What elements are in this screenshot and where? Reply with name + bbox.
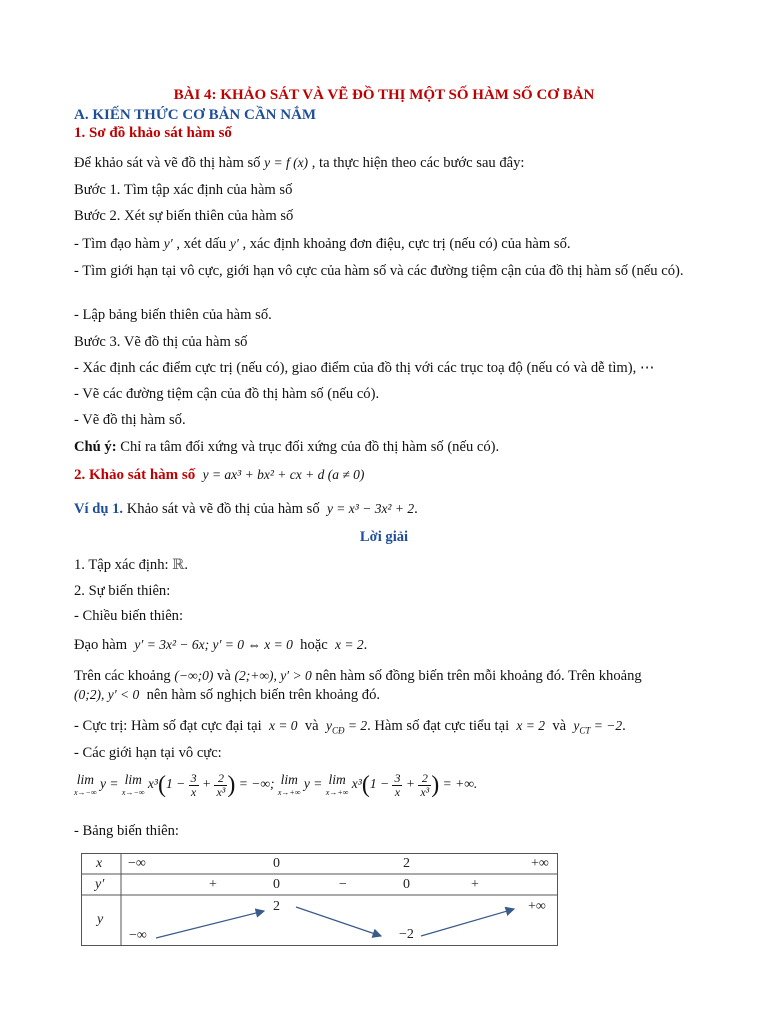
intro-line: [74, 154, 525, 172]
ext-math-3: x = 2: [516, 718, 546, 733]
sign-plus-1: +: [209, 877, 217, 892]
ext-end: .: [622, 718, 626, 734]
example-math: y = x³ − 3x² + 2: [326, 501, 415, 516]
sign-zero-2: 0: [403, 877, 410, 892]
domain-line: [74, 556, 188, 574]
frac-3-x-2: $\frac{3}{x}$: [394, 770, 401, 799]
limits-formula: lim x→−∞ y = lim x→−∞ x³(1 − $\frac{3}{x}$ + $\frac{2}{\text{x³}}$ ) = −∞; lim x→+∞ y = lim x→+∞ x³(1 − $\frac{3}{x}$ + $\frac{2}{\text{x³}}$ ) = +∞.: [74, 770, 478, 799]
frac-2-x3-1: $\frac{2}{\text{x³}}$: [216, 770, 226, 799]
solution-heading: Lời giải: [359, 529, 409, 545]
variation-table-grid: [81, 853, 558, 946]
lim-y-1: y =: [100, 776, 119, 792]
deriv-result-end: .: [363, 637, 368, 653]
example-label: Ví dụ 1.: [74, 501, 124, 517]
domain-end: .: [184, 557, 189, 573]
y-value-max: 2: [273, 899, 280, 914]
note-label: Chú ý:: [74, 439, 117, 455]
lim-1: lim x→−∞: [74, 772, 97, 797]
example-end: .: [414, 501, 418, 517]
subsection-1-heading: 1. Sơ đồ khảo sát hàm số: [74, 125, 232, 141]
intro-text-end: , ta thực hiện theo các bước sau đây:: [311, 155, 525, 171]
x-value-0: 0: [273, 856, 280, 871]
inc-text-2: và: [217, 668, 231, 684]
step-2: Bước 2. Xét sự biến thiên của hàm số: [74, 208, 294, 224]
limits-heading: - Các giới hạn tại vô cực:: [74, 745, 222, 761]
deriv-result-math: y′ = 3x² − 6x; y′ = 0 ⇔ x = 0: [134, 637, 293, 652]
y-value-min: −2: [399, 927, 414, 942]
direction-line: - Chiều biến thiên:: [74, 608, 184, 624]
lim-x3-1: x³: [147, 776, 158, 792]
subsection-2-text: 2. Khảo sát hàm số: [74, 467, 196, 483]
y-value-pos-inf: +∞: [528, 899, 546, 914]
inc-math-1: (−∞;0): [174, 668, 214, 683]
ext-math-2: $y_{CĐ} = 2$: [325, 718, 368, 736]
arrow-up-2: [421, 909, 514, 936]
row-label-yprime: y′: [95, 877, 105, 892]
deriv-math-2: y′: [229, 236, 239, 251]
inc-text-3: nên hàm số đồng biến trên mỗi khoảng đó. Trên khoảng: [315, 668, 642, 684]
row-label-x: x: [96, 856, 103, 871]
lim-3: lim x→+∞: [277, 772, 301, 797]
sign-zero-1: 0: [273, 877, 280, 892]
ext-text-1: - Cực trị: Hàm số đạt cực đại tại: [74, 718, 262, 734]
deriv-result-math-2: x = 2: [335, 637, 364, 652]
x-value-pos-inf: +∞: [531, 856, 549, 871]
derivative-line: [74, 235, 571, 253]
y-value-neg-inf: −∞: [129, 928, 147, 943]
deriv-text: - Tìm đạo hàm: [74, 236, 161, 252]
x-value-neg-inf: −∞: [128, 856, 146, 871]
row-label-y: y: [97, 912, 104, 927]
variation-table-heading: - Bảng biến thiên:: [74, 823, 179, 839]
ext-text-4: và: [552, 718, 567, 734]
table-instruction: - Lập bảng biến thiên của hàm số.: [74, 307, 272, 323]
sign-minus: −: [339, 877, 347, 892]
intro-text: Để khảo sát và vẽ đồ thị hàm số: [74, 155, 261, 171]
subsection-2-math: y = ax³ + bx² + cx + d (a ≠ 0): [202, 467, 365, 482]
ext-math-4: $y_{CT} = -2$: [573, 718, 623, 736]
note-line: [74, 438, 499, 456]
variation-table: [81, 853, 558, 946]
extrema-result-line: [74, 717, 626, 737]
note-text: Chỉ ra tâm đối xứng và trục đối xứng của đồ thị hàm số (nếu có).: [116, 439, 500, 455]
deriv-text-mid: , xét dấu: [176, 236, 227, 252]
section-a-heading: A. KIẾN THỨC CƠ BẢN CẦN NẮM: [74, 107, 317, 123]
x-value-2: 2: [403, 856, 410, 871]
lim-plus-2: +: [405, 776, 415, 792]
intro-math: y = f (x): [264, 155, 309, 170]
variation-line: 2. Sự biến thiên:: [74, 583, 171, 599]
increasing-line: [74, 667, 642, 685]
derivative-result-line: [74, 636, 367, 654]
lim-y-2: y =: [303, 776, 323, 792]
extrema-text: - Xác định các điểm cực trị (nếu có), giao điểm của đồ thị với các trục toạ độ (nếu có và dễ tìm),: [74, 360, 637, 376]
lim-plus-1: +: [201, 776, 212, 792]
domain-math: ℝ: [172, 557, 185, 573]
lim-one-minus-1: 1 −: [165, 776, 186, 792]
lim-one-minus-2: 1 −: [369, 776, 390, 792]
arrow-down: [296, 907, 381, 936]
decreasing-line: [74, 686, 380, 704]
lim-2: lim x→−∞: [121, 772, 145, 797]
ellipsis: ⋯: [639, 360, 655, 376]
extrema-instruction: [74, 359, 655, 377]
frac-2-x3-2: $\frac{2}{\text{x³}}$: [420, 770, 430, 799]
inc-text-1: Trên các khoảng: [74, 668, 171, 684]
asymptote-instruction: - Vẽ các đường tiệm cận của đồ thị hàm số (nếu có).: [74, 386, 380, 402]
ext-math-1: x = 0: [268, 718, 298, 733]
lim-result-1: = −∞;: [238, 776, 275, 792]
step-1: Bước 1. Tìm tập xác định của hàm số: [74, 182, 293, 198]
frac-3-x-1: $\frac{3}{x}$: [190, 770, 197, 799]
draw-instruction: - Vẽ đồ thị hàm số.: [74, 412, 186, 428]
lesson-title: BÀI 4: KHẢO SÁT VÀ VẼ ĐỒ THỊ MỘT SỐ HÀM SỐ CƠ BẢN: [173, 87, 595, 103]
step-3: Bước 3. Vẽ đồ thị của hàm số: [74, 334, 248, 350]
arrow-up-1: [156, 911, 264, 938]
deriv-math-1: y′: [163, 236, 173, 251]
deriv-text-end: , xác định khoảng đơn điệu, cực trị (nếu có) của hàm số.: [242, 236, 571, 252]
dec-text: nên hàm số nghịch biến trên khoảng đó.: [146, 687, 381, 703]
subsection-2-heading: [74, 466, 364, 485]
example-line: [74, 500, 418, 518]
domain-text: 1. Tập xác định:: [74, 557, 169, 573]
dec-math: (0;2), y′ < 0: [74, 687, 140, 702]
limits-instruction: - Tìm giới hạn tại vô cực, giới hạn vô cực của hàm số và các đường tiệm cận của đồ thị hàm số (nếu có).: [74, 263, 684, 279]
lim-result-2: = +∞.: [442, 776, 478, 792]
inc-math-2: (2;+∞), y′ > 0: [234, 668, 312, 683]
example-text: Khảo sát và vẽ đồ thị của hàm số: [123, 501, 320, 517]
deriv-result-text: Đạo hàm: [74, 637, 128, 653]
ext-text-2: và: [304, 718, 319, 734]
deriv-result-or: hoặc: [300, 637, 328, 653]
sign-plus-2: +: [471, 877, 479, 892]
ext-text-3: . Hàm số đạt cực tiểu tại: [367, 718, 510, 734]
lim-4: lim x→+∞: [325, 772, 349, 797]
lim-x3-2: x³: [351, 776, 362, 792]
